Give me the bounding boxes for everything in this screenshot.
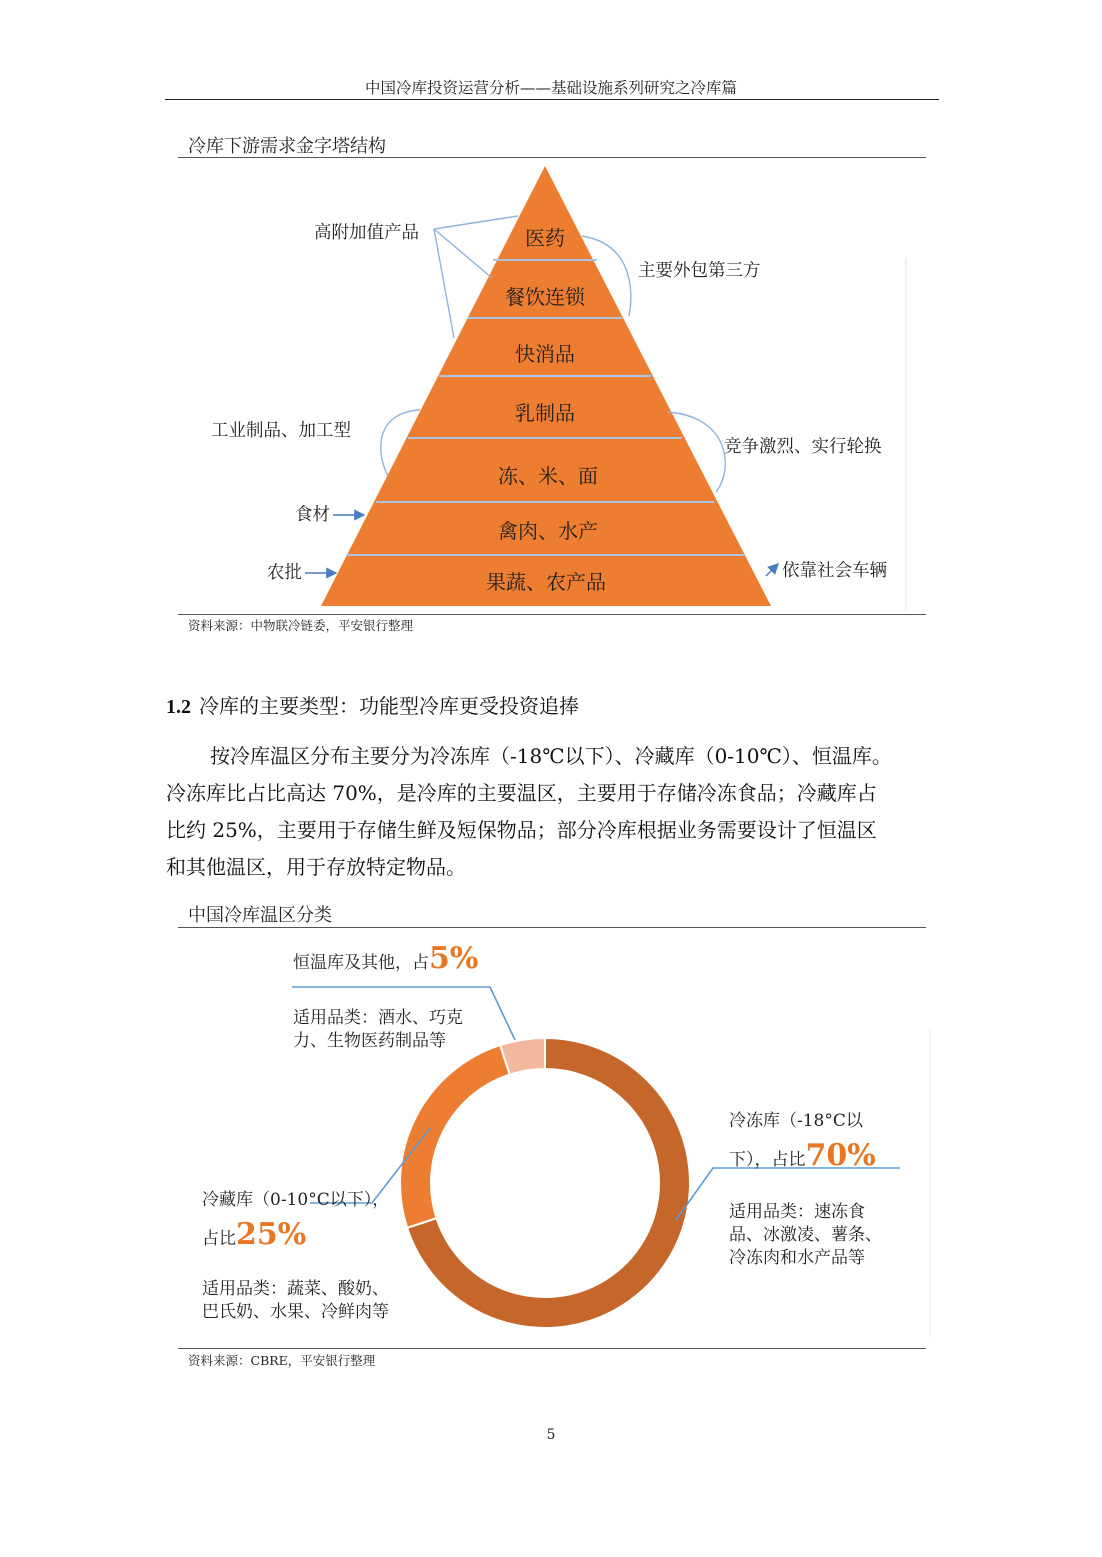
social-vehicles-arrow (766, 564, 778, 576)
annotation-competition: 竞争激烈、实行轮换 (724, 437, 882, 457)
chilled-pct: 25% (236, 1217, 307, 1252)
constant-temp-pct: 5% (429, 941, 479, 976)
tier-label-dairy: 乳制品 (515, 401, 575, 425)
figure-2-source: 资料来源：CBRE，平安银行整理 (188, 1353, 376, 1368)
annotation-food-material: 食材 (295, 505, 330, 525)
paragraph-line-4: 和其他温区，用于存放特定物品。 (166, 855, 466, 879)
constant-temp-desc-line-1: 适用品类：酒水、巧克 (293, 1008, 463, 1028)
donut-segments (400, 1038, 690, 1328)
figure-1-bottom-rule (178, 614, 926, 615)
figure-2-title: 中国冷库温区分类 (188, 905, 332, 926)
frozen-label-line-2: 下），占比70% (729, 1138, 876, 1173)
page-number: 5 (546, 1427, 556, 1443)
frozen-desc-line-1: 适用品类：速冻食 (729, 1202, 865, 1222)
pyramid-diagram (0, 158, 1102, 618)
figure-1-source: 资料来源：中物联冷链委，平安银行整理 (188, 618, 414, 633)
figure-2-bottom-rule (178, 1348, 926, 1349)
chilled-label-line-1: 冷藏库（0-10°C以下）， (202, 1190, 390, 1210)
paragraph-line-2: 冷冻库比占比高达 70%，是冷库的主要温区，主要用于存储冷冻食品；冷藏库占 (166, 781, 877, 805)
annotation-outsourced: 主要外包第三方 (638, 261, 761, 281)
section-heading-text: 冷库的主要类型：功能型冷库更受投资追捧 (199, 694, 579, 718)
frozen-desc-line-2: 品、冰激凌、薯条、 (729, 1225, 882, 1245)
paragraph-line-3: 比约 25%，主要用于存储生鲜及短保物品；部分冷库根据业务需要设计了恒温区 (166, 818, 877, 842)
chilled-desc-line-2: 巴氏奶、水果、冷鲜肉等 (202, 1302, 389, 1322)
constant-temp-label: 恒温库及其他，占5% (293, 941, 479, 976)
temperature-zone-donut-chart (0, 928, 1102, 1348)
header-rule (165, 99, 939, 100)
tier-label-frozen-rice-noodles: 冻、米、面 (498, 464, 598, 488)
tier-label-produce: 果蔬、农产品 (486, 570, 606, 594)
annotation-high-value: 高附加值产品 (314, 223, 419, 243)
tier-label-fmcg: 快消品 (515, 342, 575, 366)
paragraph-line-1: 按冷库温区分布主要分为冷冻库（-18℃以下）、冷藏库（0-10℃）、恒温库。 (210, 744, 892, 768)
chilled-label-line-2: 占比25% (202, 1217, 307, 1252)
annotation-social-vehicles: 依靠社会车辆 (782, 561, 887, 581)
annotation-agri-wholesale: 农批 (267, 563, 302, 583)
body-paragraph (166, 738, 940, 886)
frozen-pct: 70% (805, 1138, 876, 1173)
frozen-label-line-1: 冷冻库（-18°C以 (729, 1111, 863, 1131)
tier-label-catering: 餐饮连锁 (505, 285, 585, 309)
figure-1-title: 冷库下游需求金字塔结构 (188, 136, 386, 157)
section-heading (166, 690, 579, 719)
chilled-desc-line-1: 适用品类：蔬菜、酸奶、 (202, 1279, 389, 1299)
frozen-desc-line-3: 冷冻肉和水产品等 (729, 1248, 865, 1268)
donut-segment-chilled (400, 1045, 510, 1228)
section-number: 1.2 (166, 696, 191, 718)
tier-label-poultry-seafood: 禽肉、水产 (498, 519, 598, 543)
constant-temp-desc-line-2: 力、生物医药制品等 (293, 1031, 446, 1051)
annotation-industrial: 工业制品、加工型 (211, 421, 351, 441)
tier-label-pharma: 医药 (525, 226, 565, 250)
running-header: 中国冷库投资运营分析——基础设施系列研究之冷库篇 (364, 79, 737, 97)
